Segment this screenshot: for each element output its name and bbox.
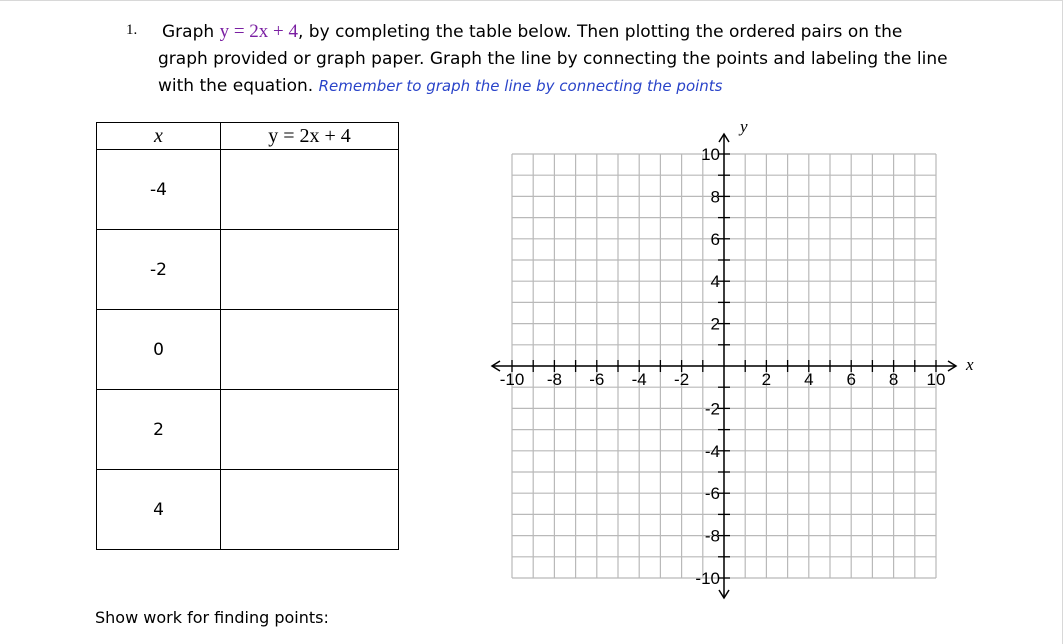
y-tick-label: 10: [701, 145, 720, 164]
instruction-continuation: , by completing the table below. Then plotting the ordered pairs on the: [298, 22, 903, 42]
axes: [492, 134, 956, 598]
header-y-text: y = 2x + 4: [268, 124, 351, 147]
x-value-cell: 2: [97, 390, 221, 470]
page-top-border: [0, 0, 1063, 1]
y-axis-label: y: [740, 117, 748, 136]
y-tick-label: 8: [710, 187, 720, 207]
problem-instructions: [158, 18, 1038, 100]
table-header-row: [97, 123, 399, 150]
y-tick-label: -10: [695, 569, 720, 588]
coordinate-grid[interactable]: [480, 108, 1000, 608]
instruction-line-2: graph provided or graph paper. Graph the line by connecting the points and labeling the line: [158, 49, 948, 69]
y-tick-label: 4: [710, 272, 720, 292]
x-axis-label: x: [966, 355, 974, 374]
x-tick-label: 8: [888, 370, 899, 389]
inline-equation: y = 2x + 4: [219, 21, 298, 42]
instruction-intro: Graph: [162, 22, 215, 42]
table-row: [97, 310, 399, 390]
x-value-cell: 0: [97, 310, 221, 390]
y-value-cell[interactable]: [221, 150, 399, 230]
y-tick-label: -6: [704, 484, 720, 504]
y-tick-label: 6: [710, 229, 720, 249]
instruction-line-3-text: with the equation.: [158, 76, 314, 96]
y-value-cell[interactable]: [221, 390, 399, 470]
table-row: [97, 470, 399, 550]
y-value-cell[interactable]: [221, 310, 399, 390]
x-tick-label: -10: [499, 370, 525, 389]
y-value-cell[interactable]: [221, 470, 399, 550]
x-tick-label: -4: [631, 370, 647, 389]
y-tick-label: -8: [704, 526, 720, 546]
header-x-text: x: [154, 124, 163, 147]
y-tick-label: 2: [710, 314, 720, 334]
y-tick-label: -2: [704, 399, 720, 419]
table-row: [97, 150, 399, 230]
x-tick-label: 10: [926, 370, 946, 389]
x-tick-label: 4: [804, 370, 814, 389]
instruction-line-3: [158, 73, 1038, 100]
header-y: [221, 123, 399, 150]
y-tick-label: -4: [704, 441, 720, 461]
table-row: [97, 230, 399, 310]
problem-number: 1.: [126, 22, 138, 38]
x-value-cell: -2: [97, 230, 221, 310]
table-row: [97, 390, 399, 470]
x-tick-label: 6: [846, 370, 856, 389]
x-value-cell: -4: [97, 150, 221, 230]
header-x: [97, 123, 221, 150]
x-tick-label: -6: [589, 370, 605, 389]
x-tick-label: 2: [761, 370, 772, 389]
y-value-cell[interactable]: [221, 230, 399, 310]
x-tick-label: -2: [674, 370, 690, 389]
xy-table: [96, 122, 399, 550]
instruction-line-1: [158, 18, 1038, 46]
x-tick-label: -8: [546, 370, 562, 389]
show-work-label: Show work for finding points:: [95, 608, 329, 627]
x-value-cell: 4: [97, 470, 221, 550]
reminder-note: Remember to graph the line by connecting the points: [318, 77, 723, 95]
